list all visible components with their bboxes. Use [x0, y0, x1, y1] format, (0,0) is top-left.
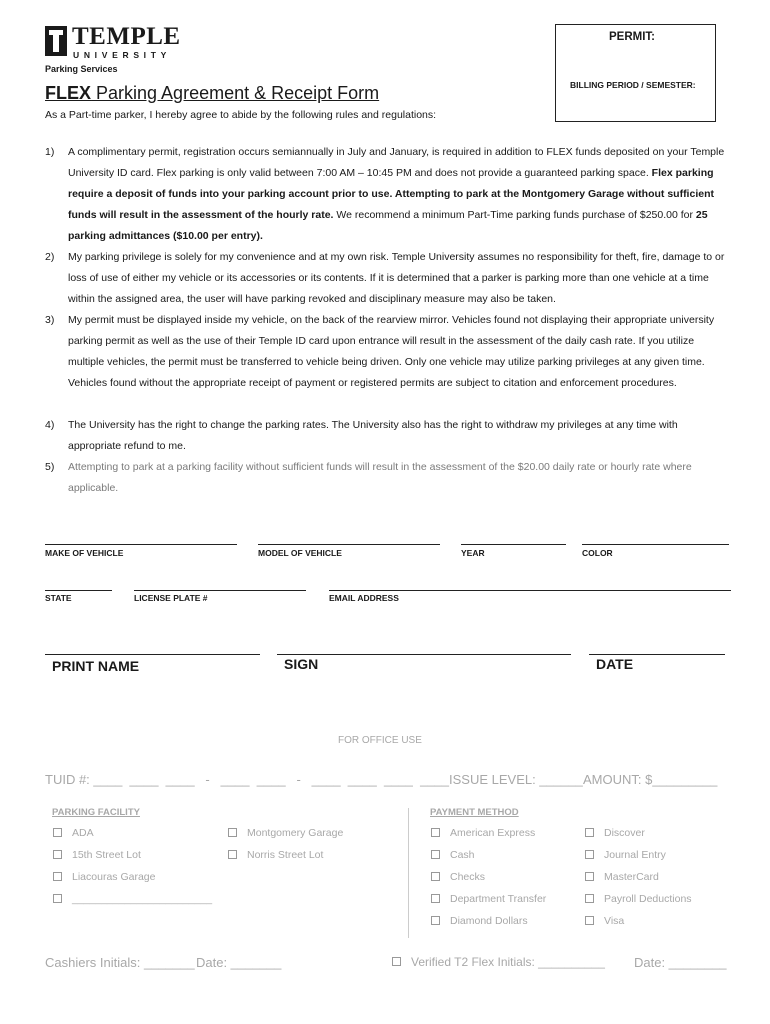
checkbox-icon[interactable] [585, 828, 594, 837]
rule-text [68, 457, 728, 499]
logo-subword: UNIVERSITY [73, 50, 172, 60]
checkbox-option[interactable] [228, 849, 323, 861]
checkbox-label: Payroll Deductions [604, 893, 692, 905]
checkbox-label: Checks [450, 871, 486, 883]
checkbox-label: American Express [450, 827, 536, 839]
rule-text [68, 247, 728, 310]
rule-text [68, 415, 728, 457]
checkbox-icon[interactable] [53, 828, 62, 837]
state-label: STATE [45, 593, 72, 603]
color-label: COLOR [582, 548, 613, 558]
print-name-label: PRINT NAME [52, 658, 140, 674]
checkbox-option[interactable] [585, 893, 692, 905]
checkbox-label: Montgomery Garage [247, 827, 344, 839]
checkbox-icon[interactable] [585, 850, 594, 859]
checkbox-label: 15th Street Lot [72, 849, 141, 861]
checkbox-option[interactable] [431, 827, 535, 839]
make-label: MAKE OF VEHICLE [45, 548, 124, 558]
checkbox-option[interactable] [585, 871, 659, 883]
checkbox-icon[interactable] [585, 916, 594, 925]
checkbox-option[interactable] [585, 827, 645, 839]
checkbox-label: Visa [604, 915, 625, 927]
checkbox-icon[interactable] [53, 872, 62, 881]
checkbox-icon[interactable] [431, 916, 440, 925]
temple-logo [45, 23, 185, 60]
temple-t-icon [45, 26, 67, 56]
plate-label: LICENSE PLATE # [134, 593, 208, 603]
tuid-field: TUID #: ____ ____ ____ - ____ ____ - ____ ____ ____ ____ [45, 772, 450, 787]
email-label: EMAIL ADDRESS [329, 593, 399, 603]
checkbox-label: Diamond Dollars [450, 915, 528, 927]
title-rest: Parking Agreement & Receipt Form [91, 83, 380, 103]
cashier-initials-field: Cashiers Initials: _______ [45, 955, 195, 970]
office-divider [408, 808, 409, 938]
verified-label: Verified T2 Flex Initials: __________ [411, 955, 605, 969]
title-bold: FLEX [45, 83, 92, 103]
issue-level-field: ISSUE LEVEL: ______ [449, 772, 583, 787]
rule-text-part: We recommend a minimum Part-Time parking funds purchase of $250.00 for [333, 209, 696, 221]
department-name: Parking Services [45, 64, 118, 74]
checkbox-icon[interactable] [228, 850, 237, 859]
checkbox-option[interactable] [431, 893, 546, 905]
checkbox-label: Cash [450, 849, 475, 861]
checkbox-icon[interactable] [392, 957, 401, 966]
intro-text: As a Part-time parker, I hereby agree to abide by the following rules and regulations: [45, 109, 437, 121]
checkbox-icon[interactable] [53, 850, 62, 859]
checkbox-label: Journal Entry [604, 849, 666, 861]
checkbox-option[interactable] [431, 849, 475, 861]
checkbox-option[interactable] [53, 893, 212, 905]
checkbox-option[interactable] [228, 827, 343, 839]
checkbox-option[interactable] [53, 849, 141, 861]
rule-text [68, 142, 728, 247]
checkbox-icon[interactable] [228, 828, 237, 837]
rule-text-part: A complimentary permit, registration occurs semiannually in July and January, is required in addition to FLEX funds deposited on your Temple University ID card. Flex parking is only valid between 7:00 AM – 10:45 PM and does not provide a guaranteed parking space. [68, 146, 725, 179]
checkbox-icon[interactable] [431, 872, 440, 881]
parking-facility-label: PARKING FACILITY [52, 807, 140, 818]
rule-number: 1) [45, 146, 55, 158]
checkbox-icon[interactable] [431, 850, 440, 859]
verified-date-field: Date: ________ [634, 955, 727, 970]
logo-word: TEMPLE [72, 23, 181, 50]
date-label: DATE [596, 656, 634, 672]
checkbox-label: Department Transfer [450, 893, 547, 905]
email-line[interactable] [329, 590, 731, 591]
checkbox-label: Liacouras Garage [72, 871, 156, 883]
date-line[interactable] [589, 654, 725, 655]
checkbox-option[interactable] [53, 827, 94, 839]
checkbox-icon[interactable] [431, 828, 440, 837]
model-line[interactable] [258, 544, 440, 545]
rule-text-part: My permit must be displayed inside my vehicle, on the back of the rearview mirror. Vehicles found not displaying their appropriate university parking permit as well as the use of their Temple ID card upon entrance will result in the assessment of the daily cash rate. If you utilize multiple vehicles, the permit must be transferred to vehicle being driven. Only one vehicle may utilize parking privileges at any given time. Vehicles found without the appropriate receipt of payment or registered permits are subject to citation and enforcement procedures. [68, 314, 715, 389]
checkbox-option[interactable] [431, 871, 485, 883]
form-title [45, 83, 379, 104]
plate-line[interactable] [134, 590, 306, 591]
rule-number: 4) [45, 419, 55, 431]
payment-method-label: PAYMENT METHOD [430, 807, 519, 818]
rule-text [68, 310, 728, 394]
rule-number: 3) [45, 314, 55, 326]
state-line[interactable] [45, 590, 112, 591]
rule-bold-text: 25 parking admittances ($10.00 per entry). [68, 209, 708, 242]
make-line[interactable] [45, 544, 237, 545]
checkbox-icon[interactable] [431, 894, 440, 903]
checkbox-option[interactable] [585, 915, 624, 927]
verified-checkbox-row[interactable] [392, 955, 605, 969]
checkbox-option[interactable] [431, 915, 528, 927]
year-label: YEAR [461, 548, 485, 558]
permit-label: PERMIT: [609, 31, 655, 43]
rule-text-part: The University has the right to change the parking rates. The University also has the right to withdraw my privileges at any time with appropriate refund to me. [68, 419, 678, 452]
checkbox-label: MasterCard [604, 871, 659, 883]
year-line[interactable] [461, 544, 566, 545]
rule-text-part: Attempting to park at a parking facility without sufficient funds will result in the assessment of the $20.00 daily rate or hourly rate where applicable. [68, 461, 692, 494]
sign-label: SIGN [284, 656, 319, 672]
checkbox-icon[interactable] [585, 894, 594, 903]
checkbox-icon[interactable] [585, 872, 594, 881]
checkbox-label: Norris Street Lot [247, 849, 324, 861]
checkbox-option[interactable] [585, 849, 666, 861]
cashier-date-field: Date: _______ [196, 955, 282, 970]
checkbox-option[interactable] [53, 871, 155, 883]
office-use-heading: FOR OFFICE USE [338, 735, 422, 746]
amount-field: AMOUNT: $_________ [583, 772, 718, 787]
billing-period-label: BILLING PERIOD / SEMESTER: [570, 80, 696, 90]
checkbox-label: ADA [72, 827, 94, 839]
rule-number: 5) [45, 461, 55, 473]
rule-text-part: My parking privilege is solely for my convenience and at my own risk. Temple University assumes no responsibility for theft, fire, damage to or loss of use of either my vehicle or its accessories or its contents. If it is determined that a parker is parking more than one vehicle at a time within the assigned area, the user will have parking revoked and disciplinary measure may also be taken. [68, 251, 725, 305]
rule-number: 2) [45, 251, 55, 263]
checkbox-label: ________________________ [72, 893, 213, 905]
model-label: MODEL OF VEHICLE [258, 548, 342, 558]
checkbox-label: Discover [604, 827, 645, 839]
rule-bold-text: Flex parking require a deposit of funds into your parking account prior to use. Attempting to park at the Montgomery Garage without sufficient funds will result in the assessment of the hourly rate. [68, 167, 714, 221]
sign-line[interactable] [277, 654, 571, 655]
color-line[interactable] [582, 544, 729, 545]
checkbox-icon[interactable] [53, 894, 62, 903]
print-name-line[interactable] [45, 654, 260, 655]
